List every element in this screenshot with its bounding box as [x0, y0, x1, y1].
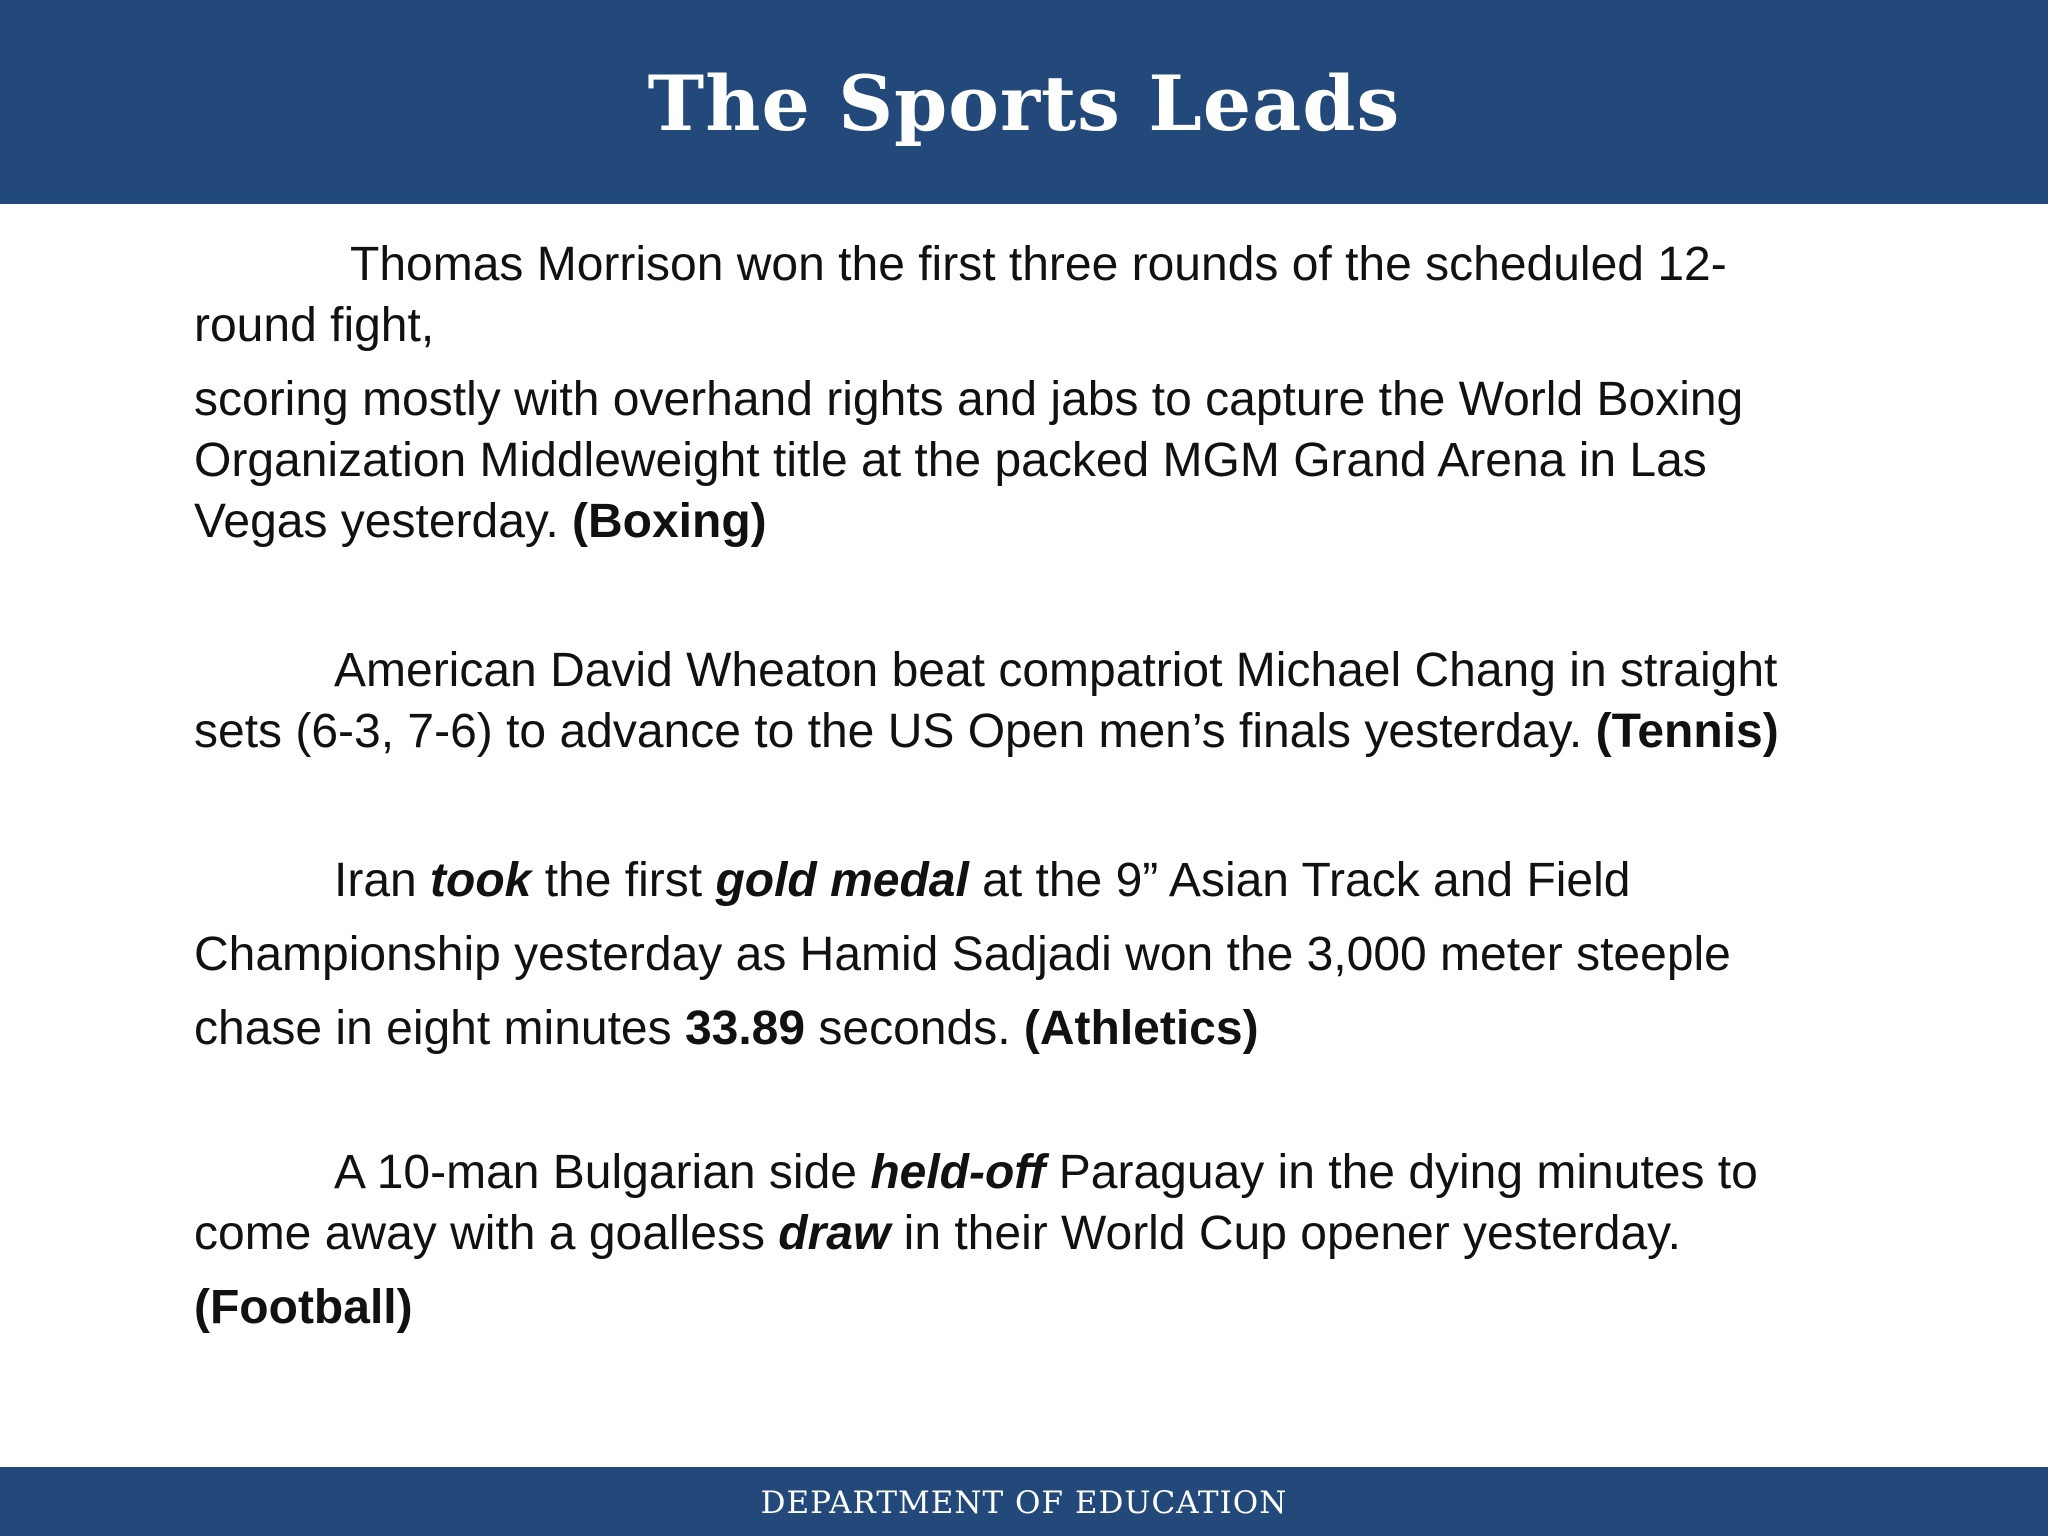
paragraph-line: [194, 844, 1914, 918]
paragraph-tennis: [194, 640, 1914, 762]
paragraph-line: [194, 491, 1914, 552]
sport-tag-boxing: (Boxing): [572, 495, 767, 548]
emphasis-time: 33.89: [684, 1002, 806, 1055]
sport-tag-football: (Football): [194, 1281, 413, 1334]
paragraph-line: scoring mostly with overhand rights and jabs to capture the World Boxing: [194, 373, 1744, 426]
paragraph-text: at the 9” Asian Track and Field: [968, 854, 1631, 907]
paragraph-text: A 10-man Bulgarian side: [334, 1146, 871, 1199]
header-banner: [0, 0, 2048, 204]
footer-text: DEPARTMENT OF EDUCATION: [760, 1485, 1288, 1521]
paragraph-line: Thomas Morrison won the first three rounds of the scheduled 12-: [350, 238, 1727, 291]
sport-tag-tennis: (Tennis): [1595, 705, 1779, 758]
paragraph-line: [194, 992, 1914, 1066]
paragraph-text: Paraguay in the dying minutes to: [1045, 1146, 1758, 1199]
paragraph-text: chase in eight minutes: [194, 1002, 685, 1055]
paragraph-line: round fight,: [194, 299, 435, 352]
paragraph-line: [194, 701, 1914, 762]
paragraph-text: Iran: [334, 854, 431, 907]
paragraph-text: in their World Cup opener yesterday.: [890, 1207, 1681, 1260]
paragraph-line: American David Wheaton beat compatriot Michael Chang in straight: [334, 644, 1778, 697]
paragraph-boxing: [194, 234, 1914, 552]
emphasis-gold-medal: gold medal: [715, 854, 969, 907]
paragraph-line: Championship yesterday as Hamid Sadjadi won the 3,000 meter steeple: [194, 928, 1731, 981]
paragraph-football: [194, 1142, 1914, 1338]
footer-banner: [0, 1467, 2048, 1536]
paragraph-text: sets (6-3, 7-6) to advance to the US Open men’s finals yesterday.: [194, 705, 1596, 758]
paragraph-text: come away with a goalless: [194, 1207, 779, 1260]
page-title: The Sports Leads: [647, 59, 1401, 148]
paragraph-text: seconds.: [805, 1002, 1024, 1055]
sport-tag-athletics: (Athletics): [1023, 1002, 1259, 1055]
paragraph-text: Vegas yesterday.: [194, 495, 572, 548]
paragraph-text: the first: [531, 854, 716, 907]
emphasis-held-off: held-off: [870, 1146, 1046, 1199]
paragraph-line: Organization Middleweight title at the packed MGM Grand Arena in Las: [194, 434, 1707, 487]
paragraph-line: [194, 1142, 1914, 1203]
emphasis-took: took: [430, 854, 532, 907]
paragraph-athletics: [194, 844, 1914, 1066]
emphasis-draw: draw: [778, 1207, 891, 1260]
paragraph-line: [194, 1203, 1914, 1264]
